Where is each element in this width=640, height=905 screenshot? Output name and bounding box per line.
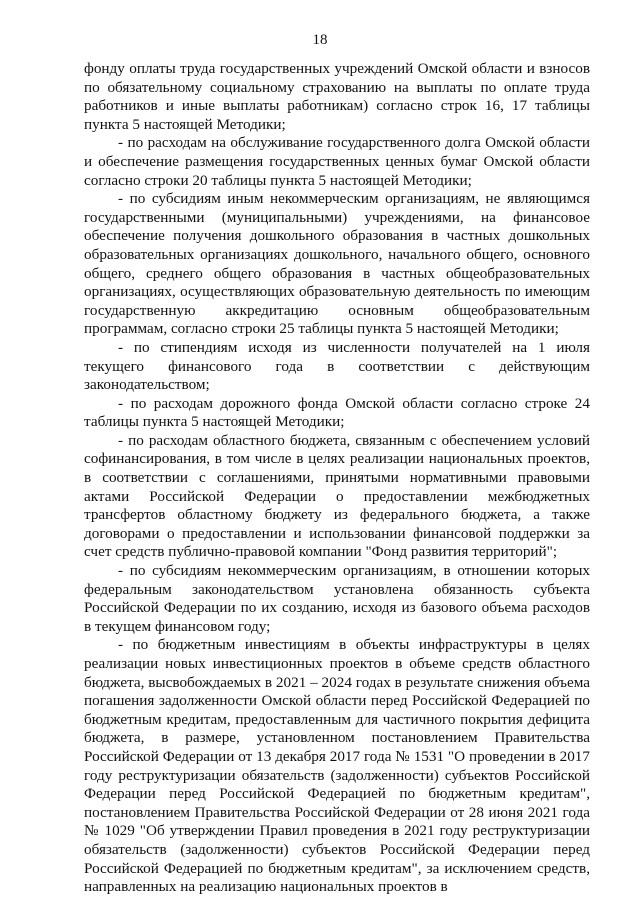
page-number: 18 [312,32,328,48]
paragraph-budget-investments: - по бюджетным инвестициям в объекты инфраструктуры в целях реализации новых инвестиционных проектов в объеме средств областного бюджета, высвобождаемых в 2021 – 2024 годах в результате снижения объема погашения задолженности Омской области перед Российской Федерацией по бюджетным кредитам, предоставленным для частичного покрытия дефицита бюджета, в размере, установленном постановлением Правительства Российской Федерации от 13 декабря 2017 года № 1531 "О проведении в 2017 году реструктуризации обязательств (задолженности) субъектов Российской Федерации перед Российской Федерацией по бюджетным кредитам", постановлением Правительства Российской Федерации от 28 июня 2021 года № 1029 "Об утверждении Правил проведения в 2021 году реструктуризации обязательств (задолженности) субъектов Российской Федерации перед Российской Федерацией по бюджетным кредитам", за исключением средств, направленных на реализацию национальных проектов в [84,636,590,896]
paragraph-scholarships: - по стипендиям исходя из численности получателей на 1 июля текущего финансового года в соответствии с действующим законодательством; [84,338,590,394]
paragraph-continuation: фонду оплаты труда государственных учреждений Омской области и взносов по обязательному социальному страхованию на выплаты по оплате труда работников и иные выплаты работникам) согласно строк 16, 17 таблицы пункта 5 настоящей Методики; [84,60,590,133]
paragraph-nonprofit-federal: - по субсидиям некоммерческим организациям, в отношении которых федеральным законодательством установлена обязанность субъекта Российской Федерации по их созданию, исходя из базового объема расходов в текущем финансовом году; [84,562,590,635]
paragraph-road-fund: - по расходам дорожного фонда Омской области согласно строке 24 таблицы пункта 5 настоящей Методики; [84,394,590,431]
paragraph-nonprofit-subsidies: - по субсидиям иным некоммерческим организациям, не являющимся государственными (муниципальными) учреждениями, на финансовое обеспечение получения дошкольного образования в частных дошкольных образовательных организациях дошкольного, начального общего, основного общего, среднего общего образования в частных общеобразовательных организациях, осуществляющих образовательную деятельность по имеющим государственную аккредитацию основным общеобразовательным программам, согласно строки 25 таблицы пункта 5 настоящей Методики; [84,190,590,338]
paragraph-debt-service: - по расходам на обслуживание государственного долга Омской области и обеспечение размещения государственных ценных бумаг Омской области согласно строки 20 таблицы пункта 5 настоящей Методики; [84,134,590,189]
paragraph-cofinancing: - по расходам областного бюджета, связанным с обеспечением условий софинансирования, в том числе в целях реализации национальных проектов, в соответствии с соглашениями, принятыми нормативными правовыми актами Российской Федерации о предоставлении межбюджетных трансфертов областному бюджету из федерального бюджета, а также договорами о предоставлении и использовании финансовой поддержки за счет средств публично-правовой компании "Фонд развития территорий"; [84,431,590,561]
document-body [84,60,590,897]
